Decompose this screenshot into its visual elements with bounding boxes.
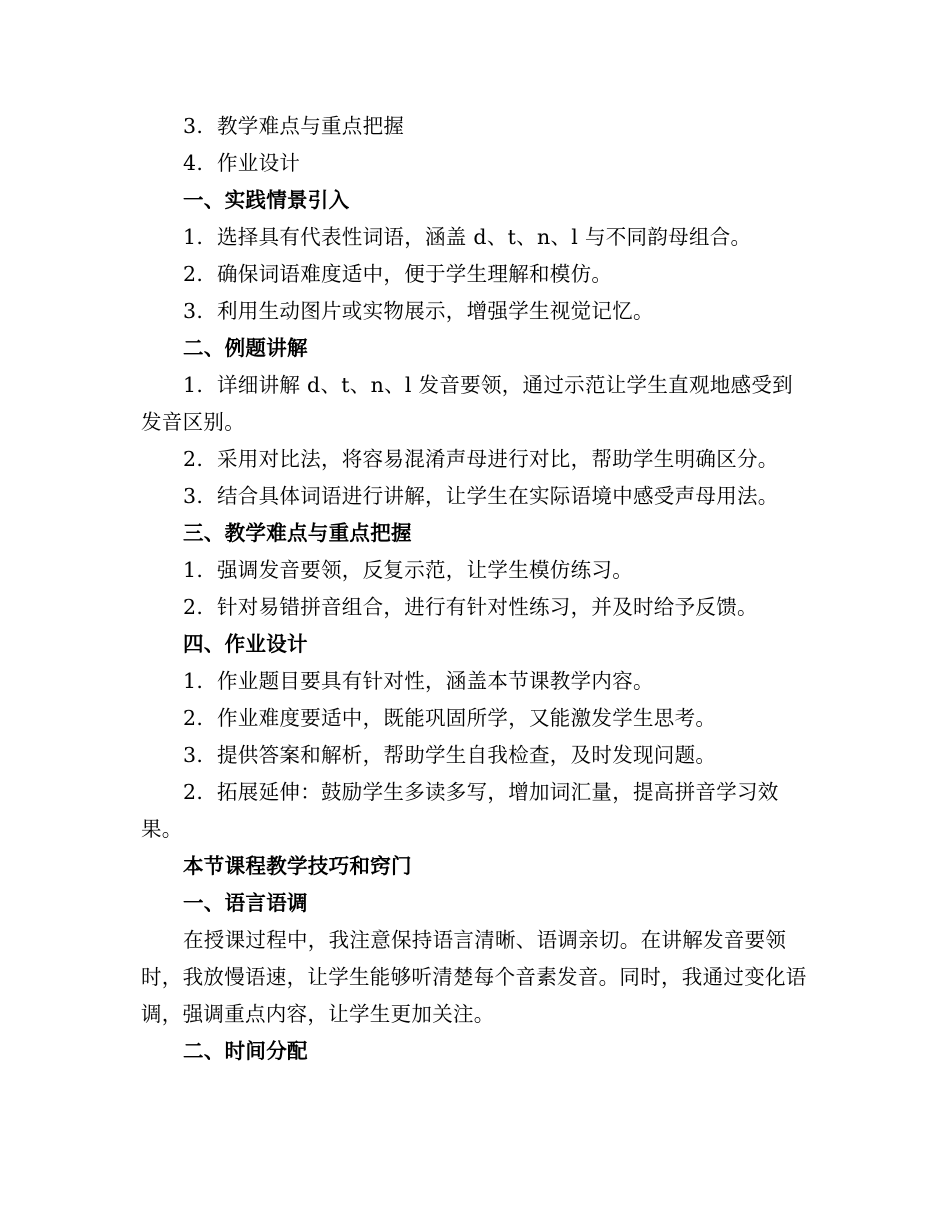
list-item-number: 2. (183, 706, 204, 730)
section-heading: 本节课程教学技巧和窍门 (183, 854, 412, 878)
section-heading: 二、时间分配 (183, 1039, 308, 1063)
list-item (141, 256, 813, 293)
list-item (141, 589, 813, 626)
document-body (141, 108, 813, 1070)
list-item-text: 结合具体词语进行讲解，让学生在实际语境中感受声母用法。 (217, 484, 779, 508)
list-item-text: 提供答案和解析，帮助学生自我检查，及时发现问题。 (217, 743, 717, 767)
list-item-number: 3. (183, 743, 204, 767)
list-item-text: 作业题目要具有针对性，涵盖本节课教学内容。 (217, 669, 654, 693)
list-item (141, 737, 813, 774)
list-item (141, 478, 813, 515)
paragraph: 在授课过程中，我注意保持语言清晰、语调亲切。在讲解发音要领时，我放慢语速，让学生能够听清楚每个音素发音。同时，我通过变化语调，强调重点内容，让学生更加关注。 (141, 928, 807, 1026)
list-item (141, 145, 813, 182)
list-item-number: 1. (183, 373, 204, 397)
list-item-text: 拓展延伸：鼓励学生多读多写，增加词汇量，提高拼音学习效果。 (141, 780, 779, 841)
list-item-text: 详细讲解 d、t、n、l 发音要领，通过示范让学生直观地感受到发音区别。 (141, 373, 793, 434)
list-item-number: 2. (183, 595, 204, 619)
list-item-number: 4. (183, 151, 204, 175)
section-heading: 二、例题讲解 (183, 336, 308, 360)
list-item (141, 367, 813, 441)
list-item-number: 3. (183, 114, 204, 138)
section-heading: 一、实践情景引入 (183, 188, 350, 212)
list-item-text: 强调发音要领，反复示范，让学生模仿练习。 (217, 558, 633, 582)
list-item-number: 1. (183, 558, 204, 582)
list-item (141, 552, 813, 589)
list-item (141, 108, 813, 145)
section-heading: 四、作业设计 (183, 632, 308, 656)
list-item (141, 293, 813, 330)
list-item-text: 采用对比法，将容易混淆声母进行对比，帮助学生明确区分。 (217, 447, 779, 471)
list-item-text: 作业设计 (217, 151, 301, 175)
list-item-number: 2. (183, 262, 204, 286)
list-item (141, 663, 813, 700)
list-item (141, 219, 813, 256)
list-item-text: 确保词语难度适中，便于学生理解和模仿。 (217, 262, 613, 286)
list-item-number: 2. (183, 447, 204, 471)
list-item-text: 作业难度要适中，既能巩固所学，又能激发学生思考。 (217, 706, 717, 730)
list-item-number: 3. (183, 484, 204, 508)
list-item-number: 1. (183, 669, 204, 693)
list-item-text: 教学难点与重点把握 (217, 114, 405, 138)
list-item (141, 441, 813, 478)
section-heading: 一、语言语调 (183, 891, 308, 915)
list-item-text: 利用生动图片或实物展示，增强学生视觉记忆。 (217, 299, 654, 323)
list-item-text: 针对易错拼音组合，进行有针对性练习，并及时给予反馈。 (217, 595, 758, 619)
list-item-number: 1. (183, 225, 204, 249)
list-item (141, 700, 813, 737)
list-item-text: 选择具有代表性词语，涵盖 d、t、n、l 与不同韵母组合。 (217, 225, 752, 249)
list-item-number: 3. (183, 299, 204, 323)
section-heading: 三、教学难点与重点把握 (183, 521, 412, 545)
list-item-number: 2. (183, 780, 204, 804)
list-item (141, 774, 813, 848)
